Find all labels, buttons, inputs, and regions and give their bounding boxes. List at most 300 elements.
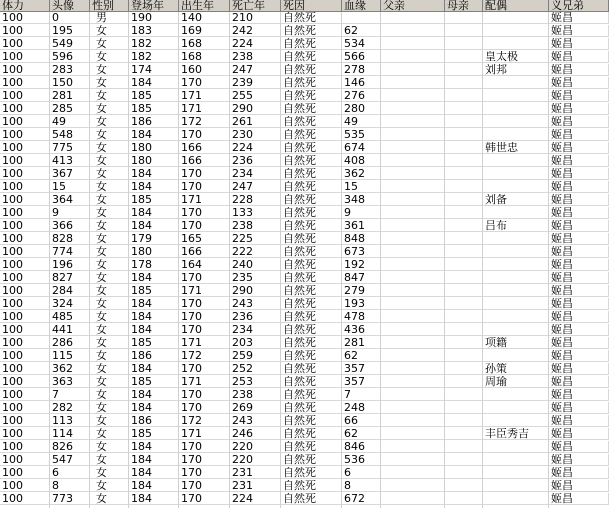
cell-death-year[interactable]: 290 xyxy=(230,103,281,115)
cell-mother[interactable] xyxy=(445,194,483,206)
cell-gender[interactable]: 女 xyxy=(90,389,129,401)
cell-debut-year[interactable]: 180 xyxy=(129,246,179,258)
cell-mother[interactable] xyxy=(445,402,483,414)
cell-sworn-siblings[interactable]: 姬昌 xyxy=(549,51,609,63)
cell-sworn-siblings[interactable]: 姬昌 xyxy=(549,25,609,37)
cell-debut-year[interactable]: 185 xyxy=(129,376,179,388)
cell-spouse[interactable]: 丰臣秀吉 xyxy=(483,428,549,440)
cell-mother[interactable] xyxy=(445,25,483,37)
cell-father[interactable] xyxy=(381,441,445,453)
cell-sworn-siblings[interactable]: 姬昌 xyxy=(549,233,609,245)
cell-portrait[interactable]: 113 xyxy=(50,415,90,427)
cell-debut-year[interactable]: 179 xyxy=(129,233,179,245)
cell-spouse[interactable]: 刘备 xyxy=(483,194,549,206)
cell-cause-of-death[interactable]: 自然死 xyxy=(281,493,342,505)
cell-portrait[interactable]: 441 xyxy=(50,324,90,336)
cell-stamina[interactable]: 100 xyxy=(0,194,50,206)
cell-gender[interactable]: 女 xyxy=(90,220,129,232)
column-header-stamina[interactable]: 体力 xyxy=(0,0,50,12)
cell-debut-year[interactable]: 184 xyxy=(129,454,179,466)
cell-death-year[interactable]: 224 xyxy=(230,38,281,50)
cell-debut-year[interactable]: 180 xyxy=(129,155,179,167)
cell-spouse[interactable]: 皇太极 xyxy=(483,51,549,63)
cell-bloodline[interactable]: 672 xyxy=(342,493,381,505)
cell-cause-of-death[interactable]: 自然死 xyxy=(281,194,342,206)
table-row[interactable] xyxy=(0,415,609,427)
cell-mother[interactable] xyxy=(445,103,483,115)
cell-stamina[interactable]: 100 xyxy=(0,220,50,232)
cell-gender[interactable]: 女 xyxy=(90,155,129,167)
cell-sworn-siblings[interactable]: 姬昌 xyxy=(549,64,609,76)
cell-spouse[interactable] xyxy=(483,181,549,193)
cell-bloodline[interactable]: 361 xyxy=(342,220,381,232)
cell-sworn-siblings[interactable]: 姬昌 xyxy=(549,259,609,271)
cell-birth-year[interactable]: 171 xyxy=(179,337,230,349)
cell-sworn-siblings[interactable]: 姬昌 xyxy=(549,337,609,349)
cell-portrait[interactable]: 196 xyxy=(50,259,90,271)
cell-death-year[interactable]: 210 xyxy=(230,12,281,24)
cell-father[interactable] xyxy=(381,402,445,414)
cell-portrait[interactable]: 596 xyxy=(50,51,90,63)
cell-stamina[interactable]: 100 xyxy=(0,467,50,479)
cell-stamina[interactable]: 100 xyxy=(0,129,50,141)
cell-sworn-siblings[interactable]: 姬昌 xyxy=(549,168,609,180)
cell-death-year[interactable]: 252 xyxy=(230,363,281,375)
cell-gender[interactable]: 女 xyxy=(90,103,129,115)
table-row[interactable] xyxy=(0,25,609,37)
cell-spouse[interactable] xyxy=(483,467,549,479)
cell-sworn-siblings[interactable]: 姬昌 xyxy=(549,103,609,115)
cell-bloodline[interactable]: 279 xyxy=(342,285,381,297)
cell-debut-year[interactable]: 182 xyxy=(129,38,179,50)
cell-debut-year[interactable]: 184 xyxy=(129,181,179,193)
table-row[interactable] xyxy=(0,311,609,323)
cell-father[interactable] xyxy=(381,480,445,492)
cell-father[interactable] xyxy=(381,337,445,349)
cell-cause-of-death[interactable]: 自然死 xyxy=(281,90,342,102)
cell-portrait[interactable]: 115 xyxy=(50,350,90,362)
cell-gender[interactable]: 女 xyxy=(90,350,129,362)
cell-gender[interactable]: 女 xyxy=(90,233,129,245)
cell-spouse[interactable] xyxy=(483,233,549,245)
cell-portrait[interactable]: 0 xyxy=(50,12,90,24)
cell-portrait[interactable]: 150 xyxy=(50,77,90,89)
column-header-debut-year[interactable]: 登场年 xyxy=(129,0,179,12)
cell-portrait[interactable]: 284 xyxy=(50,285,90,297)
cell-debut-year[interactable]: 185 xyxy=(129,194,179,206)
cell-death-year[interactable]: 230 xyxy=(230,129,281,141)
cell-stamina[interactable]: 100 xyxy=(0,181,50,193)
cell-death-year[interactable]: 220 xyxy=(230,441,281,453)
cell-debut-year[interactable]: 184 xyxy=(129,324,179,336)
cell-portrait[interactable]: 195 xyxy=(50,25,90,37)
table-row[interactable] xyxy=(0,324,609,336)
cell-birth-year[interactable]: 170 xyxy=(179,402,230,414)
cell-death-year[interactable]: 243 xyxy=(230,298,281,310)
cell-cause-of-death[interactable]: 自然死 xyxy=(281,389,342,401)
column-header-cause-of-death[interactable]: 死因 xyxy=(281,0,342,12)
cell-bloodline[interactable]: 848 xyxy=(342,233,381,245)
cell-debut-year[interactable]: 184 xyxy=(129,311,179,323)
cell-debut-year[interactable]: 184 xyxy=(129,467,179,479)
cell-sworn-siblings[interactable]: 姬昌 xyxy=(549,12,609,24)
cell-mother[interactable] xyxy=(445,155,483,167)
column-header-birth-year[interactable]: 出生年 xyxy=(179,0,230,12)
cell-father[interactable] xyxy=(381,272,445,284)
cell-death-year[interactable]: 224 xyxy=(230,142,281,154)
cell-sworn-siblings[interactable]: 姬昌 xyxy=(549,194,609,206)
cell-portrait[interactable]: 827 xyxy=(50,272,90,284)
cell-spouse[interactable]: 项籍 xyxy=(483,337,549,349)
cell-portrait[interactable]: 282 xyxy=(50,402,90,414)
cell-mother[interactable] xyxy=(445,363,483,375)
cell-death-year[interactable]: 246 xyxy=(230,428,281,440)
cell-father[interactable] xyxy=(381,350,445,362)
cell-stamina[interactable]: 100 xyxy=(0,38,50,50)
cell-bloodline[interactable] xyxy=(342,12,381,24)
cell-mother[interactable] xyxy=(445,181,483,193)
cell-death-year[interactable]: 224 xyxy=(230,493,281,505)
cell-stamina[interactable]: 100 xyxy=(0,168,50,180)
cell-debut-year[interactable]: 184 xyxy=(129,220,179,232)
cell-stamina[interactable]: 100 xyxy=(0,116,50,128)
cell-portrait[interactable]: 15 xyxy=(50,181,90,193)
cell-debut-year[interactable]: 184 xyxy=(129,168,179,180)
cell-father[interactable] xyxy=(381,168,445,180)
cell-father[interactable] xyxy=(381,428,445,440)
cell-birth-year[interactable]: 165 xyxy=(179,233,230,245)
cell-sworn-siblings[interactable]: 姬昌 xyxy=(549,129,609,141)
cell-sworn-siblings[interactable]: 姬昌 xyxy=(549,389,609,401)
cell-portrait[interactable]: 548 xyxy=(50,129,90,141)
cell-portrait[interactable]: 286 xyxy=(50,337,90,349)
cell-gender[interactable]: 女 xyxy=(90,259,129,271)
cell-sworn-siblings[interactable]: 姬昌 xyxy=(549,90,609,102)
cell-stamina[interactable]: 100 xyxy=(0,376,50,388)
cell-debut-year[interactable]: 190 xyxy=(129,12,179,24)
cell-gender[interactable]: 女 xyxy=(90,129,129,141)
cell-gender[interactable]: 女 xyxy=(90,415,129,427)
cell-spouse[interactable] xyxy=(483,480,549,492)
cell-sworn-siblings[interactable]: 姬昌 xyxy=(549,285,609,297)
cell-cause-of-death[interactable]: 自然死 xyxy=(281,415,342,427)
cell-gender[interactable]: 女 xyxy=(90,363,129,375)
cell-debut-year[interactable]: 184 xyxy=(129,77,179,89)
cell-stamina[interactable]: 100 xyxy=(0,77,50,89)
cell-mother[interactable] xyxy=(445,220,483,232)
cell-mother[interactable] xyxy=(445,285,483,297)
cell-mother[interactable] xyxy=(445,90,483,102)
table-row[interactable] xyxy=(0,272,609,284)
cell-spouse[interactable] xyxy=(483,12,549,24)
cell-stamina[interactable]: 100 xyxy=(0,246,50,258)
cell-portrait[interactable]: 324 xyxy=(50,298,90,310)
cell-death-year[interactable]: 234 xyxy=(230,168,281,180)
cell-mother[interactable] xyxy=(445,129,483,141)
cell-death-year[interactable]: 234 xyxy=(230,324,281,336)
cell-father[interactable] xyxy=(381,155,445,167)
cell-cause-of-death[interactable]: 自然死 xyxy=(281,12,342,24)
cell-spouse[interactable] xyxy=(483,402,549,414)
cell-sworn-siblings[interactable]: 姬昌 xyxy=(549,155,609,167)
cell-stamina[interactable]: 100 xyxy=(0,298,50,310)
cell-gender[interactable]: 女 xyxy=(90,90,129,102)
cell-sworn-siblings[interactable]: 姬昌 xyxy=(549,116,609,128)
table-row[interactable] xyxy=(0,402,609,414)
cell-death-year[interactable]: 247 xyxy=(230,64,281,76)
cell-gender[interactable]: 女 xyxy=(90,25,129,37)
cell-father[interactable] xyxy=(381,77,445,89)
cell-cause-of-death[interactable]: 自然死 xyxy=(281,116,342,128)
cell-debut-year[interactable]: 184 xyxy=(129,129,179,141)
cell-spouse[interactable]: 吕布 xyxy=(483,220,549,232)
cell-sworn-siblings[interactable]: 姬昌 xyxy=(549,298,609,310)
cell-cause-of-death[interactable]: 自然死 xyxy=(281,272,342,284)
cell-birth-year[interactable]: 170 xyxy=(179,454,230,466)
cell-birth-year[interactable]: 170 xyxy=(179,298,230,310)
cell-sworn-siblings[interactable]: 姬昌 xyxy=(549,428,609,440)
cell-portrait[interactable]: 828 xyxy=(50,233,90,245)
cell-father[interactable] xyxy=(381,207,445,219)
cell-debut-year[interactable]: 186 xyxy=(129,116,179,128)
cell-birth-year[interactable]: 168 xyxy=(179,51,230,63)
cell-gender[interactable]: 女 xyxy=(90,493,129,505)
cell-father[interactable] xyxy=(381,220,445,232)
cell-portrait[interactable]: 9 xyxy=(50,207,90,219)
cell-death-year[interactable]: 255 xyxy=(230,90,281,102)
cell-death-year[interactable]: 231 xyxy=(230,467,281,479)
table-row[interactable] xyxy=(0,428,609,440)
column-header-death-year[interactable]: 死亡年 xyxy=(230,0,281,12)
cell-stamina[interactable]: 100 xyxy=(0,311,50,323)
cell-father[interactable] xyxy=(381,311,445,323)
cell-spouse[interactable] xyxy=(483,441,549,453)
cell-spouse[interactable] xyxy=(483,103,549,115)
cell-spouse[interactable] xyxy=(483,77,549,89)
cell-portrait[interactable]: 773 xyxy=(50,493,90,505)
cell-mother[interactable] xyxy=(445,12,483,24)
cell-mother[interactable] xyxy=(445,272,483,284)
cell-spouse[interactable] xyxy=(483,116,549,128)
cell-cause-of-death[interactable]: 自然死 xyxy=(281,363,342,375)
table-row[interactable] xyxy=(0,298,609,310)
cell-sworn-siblings[interactable]: 姬昌 xyxy=(549,77,609,89)
cell-mother[interactable] xyxy=(445,298,483,310)
cell-portrait[interactable]: 7 xyxy=(50,389,90,401)
cell-birth-year[interactable]: 170 xyxy=(179,324,230,336)
cell-sworn-siblings[interactable]: 姬昌 xyxy=(549,38,609,50)
cell-debut-year[interactable]: 185 xyxy=(129,285,179,297)
cell-stamina[interactable]: 100 xyxy=(0,90,50,102)
cell-death-year[interactable]: 240 xyxy=(230,259,281,271)
cell-death-year[interactable]: 242 xyxy=(230,25,281,37)
cell-stamina[interactable]: 100 xyxy=(0,389,50,401)
cell-sworn-siblings[interactable]: 姬昌 xyxy=(549,402,609,414)
cell-portrait[interactable]: 283 xyxy=(50,64,90,76)
cell-spouse[interactable] xyxy=(483,168,549,180)
table-row[interactable] xyxy=(0,389,609,401)
cell-bloodline[interactable]: 278 xyxy=(342,64,381,76)
cell-father[interactable] xyxy=(381,285,445,297)
table-row[interactable] xyxy=(0,454,609,466)
cell-bloodline[interactable]: 535 xyxy=(342,129,381,141)
table-row[interactable] xyxy=(0,467,609,479)
cell-cause-of-death[interactable]: 自然死 xyxy=(281,480,342,492)
cell-gender[interactable]: 女 xyxy=(90,64,129,76)
cell-death-year[interactable]: 222 xyxy=(230,246,281,258)
cell-bloodline[interactable]: 193 xyxy=(342,298,381,310)
cell-birth-year[interactable]: 170 xyxy=(179,129,230,141)
cell-bloodline[interactable]: 6 xyxy=(342,467,381,479)
cell-birth-year[interactable]: 170 xyxy=(179,493,230,505)
cell-mother[interactable] xyxy=(445,38,483,50)
cell-death-year[interactable]: 133 xyxy=(230,207,281,219)
cell-debut-year[interactable]: 184 xyxy=(129,389,179,401)
cell-stamina[interactable]: 100 xyxy=(0,207,50,219)
cell-mother[interactable] xyxy=(445,415,483,427)
cell-stamina[interactable]: 100 xyxy=(0,25,50,37)
cell-birth-year[interactable]: 166 xyxy=(179,142,230,154)
cell-portrait[interactable]: 49 xyxy=(50,116,90,128)
table-row[interactable] xyxy=(0,493,609,505)
cell-spouse[interactable] xyxy=(483,246,549,258)
cell-cause-of-death[interactable]: 自然死 xyxy=(281,38,342,50)
cell-cause-of-death[interactable]: 自然死 xyxy=(281,233,342,245)
cell-father[interactable] xyxy=(381,415,445,427)
cell-spouse[interactable] xyxy=(483,90,549,102)
cell-gender[interactable]: 男 xyxy=(90,12,129,24)
cell-bloodline[interactable]: 7 xyxy=(342,389,381,401)
cell-bloodline[interactable]: 49 xyxy=(342,116,381,128)
cell-birth-year[interactable]: 170 xyxy=(179,389,230,401)
cell-debut-year[interactable]: 184 xyxy=(129,480,179,492)
cell-mother[interactable] xyxy=(445,51,483,63)
table-row[interactable] xyxy=(0,285,609,297)
cell-gender[interactable]: 女 xyxy=(90,428,129,440)
cell-stamina[interactable]: 100 xyxy=(0,363,50,375)
cell-cause-of-death[interactable]: 自然死 xyxy=(281,454,342,466)
cell-birth-year[interactable]: 172 xyxy=(179,116,230,128)
column-header-bloodline[interactable]: 血缘 xyxy=(342,0,381,12)
cell-spouse[interactable] xyxy=(483,493,549,505)
cell-debut-year[interactable]: 180 xyxy=(129,142,179,154)
cell-bloodline[interactable]: 15 xyxy=(342,181,381,193)
cell-cause-of-death[interactable]: 自然死 xyxy=(281,168,342,180)
cell-stamina[interactable]: 100 xyxy=(0,480,50,492)
cell-death-year[interactable]: 247 xyxy=(230,181,281,193)
cell-mother[interactable] xyxy=(445,389,483,401)
cell-gender[interactable]: 女 xyxy=(90,51,129,63)
cell-father[interactable] xyxy=(381,259,445,271)
cell-spouse[interactable] xyxy=(483,389,549,401)
cell-birth-year[interactable]: 166 xyxy=(179,246,230,258)
table-row[interactable] xyxy=(0,168,609,180)
cell-bloodline[interactable]: 280 xyxy=(342,103,381,115)
cell-gender[interactable]: 女 xyxy=(90,311,129,323)
cell-bloodline[interactable]: 534 xyxy=(342,38,381,50)
cell-portrait[interactable]: 363 xyxy=(50,376,90,388)
cell-bloodline[interactable]: 248 xyxy=(342,402,381,414)
cell-cause-of-death[interactable]: 自然死 xyxy=(281,246,342,258)
cell-debut-year[interactable]: 184 xyxy=(129,493,179,505)
cell-mother[interactable] xyxy=(445,428,483,440)
cell-father[interactable] xyxy=(381,142,445,154)
cell-gender[interactable]: 女 xyxy=(90,272,129,284)
cell-father[interactable] xyxy=(381,64,445,76)
cell-mother[interactable] xyxy=(445,259,483,271)
cell-bloodline[interactable]: 847 xyxy=(342,272,381,284)
cell-birth-year[interactable]: 170 xyxy=(179,363,230,375)
cell-bloodline[interactable]: 478 xyxy=(342,311,381,323)
cell-father[interactable] xyxy=(381,454,445,466)
cell-mother[interactable] xyxy=(445,493,483,505)
table-row[interactable] xyxy=(0,90,609,102)
cell-bloodline[interactable]: 62 xyxy=(342,428,381,440)
table-row[interactable] xyxy=(0,155,609,167)
table-row[interactable] xyxy=(0,38,609,50)
cell-gender[interactable]: 女 xyxy=(90,116,129,128)
column-header-gender[interactable]: 性别 xyxy=(90,0,129,12)
cell-father[interactable] xyxy=(381,129,445,141)
cell-portrait[interactable]: 285 xyxy=(50,103,90,115)
cell-stamina[interactable]: 100 xyxy=(0,428,50,440)
cell-birth-year[interactable]: 140 xyxy=(179,12,230,24)
column-header-portrait[interactable]: 头像 xyxy=(50,0,90,12)
cell-spouse[interactable] xyxy=(483,25,549,37)
cell-sworn-siblings[interactable]: 姬昌 xyxy=(549,480,609,492)
cell-spouse[interactable]: 刘邦 xyxy=(483,64,549,76)
cell-stamina[interactable]: 100 xyxy=(0,493,50,505)
cell-bloodline[interactable]: 8 xyxy=(342,480,381,492)
cell-father[interactable] xyxy=(381,376,445,388)
cell-cause-of-death[interactable]: 自然死 xyxy=(281,51,342,63)
cell-debut-year[interactable]: 184 xyxy=(129,363,179,375)
cell-sworn-siblings[interactable]: 姬昌 xyxy=(549,207,609,219)
cell-death-year[interactable]: 253 xyxy=(230,376,281,388)
cell-gender[interactable]: 女 xyxy=(90,337,129,349)
cell-debut-year[interactable]: 185 xyxy=(129,103,179,115)
cell-bloodline[interactable]: 276 xyxy=(342,90,381,102)
cell-bloodline[interactable]: 357 xyxy=(342,363,381,375)
cell-bloodline[interactable]: 673 xyxy=(342,246,381,258)
cell-father[interactable] xyxy=(381,103,445,115)
table-row[interactable] xyxy=(0,51,609,63)
cell-father[interactable] xyxy=(381,194,445,206)
cell-spouse[interactable]: 韩世忠 xyxy=(483,142,549,154)
cell-debut-year[interactable]: 186 xyxy=(129,415,179,427)
cell-bloodline[interactable]: 536 xyxy=(342,454,381,466)
cell-birth-year[interactable]: 171 xyxy=(179,285,230,297)
cell-father[interactable] xyxy=(381,51,445,63)
cell-gender[interactable]: 女 xyxy=(90,142,129,154)
cell-gender[interactable]: 女 xyxy=(90,194,129,206)
cell-spouse[interactable] xyxy=(483,259,549,271)
cell-death-year[interactable]: 203 xyxy=(230,337,281,349)
cell-stamina[interactable]: 100 xyxy=(0,415,50,427)
cell-death-year[interactable]: 235 xyxy=(230,272,281,284)
cell-sworn-siblings[interactable]: 姬昌 xyxy=(549,142,609,154)
cell-father[interactable] xyxy=(381,467,445,479)
cell-birth-year[interactable]: 171 xyxy=(179,90,230,102)
cell-debut-year[interactable]: 185 xyxy=(129,337,179,349)
cell-mother[interactable] xyxy=(445,64,483,76)
cell-gender[interactable]: 女 xyxy=(90,246,129,258)
cell-debut-year[interactable]: 186 xyxy=(129,350,179,362)
table-row[interactable] xyxy=(0,194,609,206)
table-row[interactable] xyxy=(0,259,609,271)
cell-father[interactable] xyxy=(381,38,445,50)
cell-death-year[interactable]: 238 xyxy=(230,389,281,401)
